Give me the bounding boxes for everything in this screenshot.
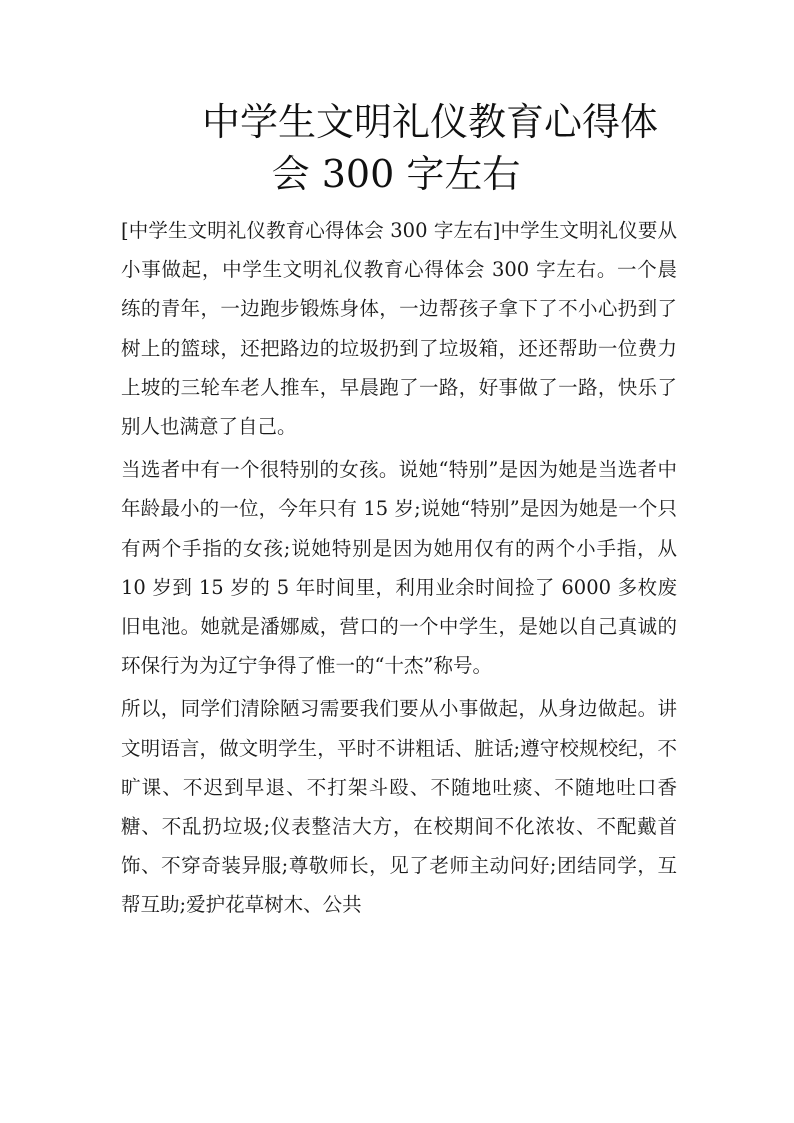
document-body xyxy=(121,211,677,929)
paragraph-3: 所以，同学们清除陋习需要我们要从小事做起，从身边做起。讲文明语言，做文明学生，平时不讲粗话、脏话;遵守校规校纪，不旷课、不迟到早退、不打架斗殴、不随地吐痰、不随地吐口香糖、不乱扔垃圾;仪表整洁大方，在校期间不化浓妆、不配戴首饰、不穿奇装异服;尊敬师长，见了老师主动问好;团结同学，互帮互助;爱护花草树木、公共 xyxy=(121,697,677,917)
title-line-1: 中学生文明礼仪教育心得体 xyxy=(201,100,658,144)
title-line-2: 会 300 字左右 xyxy=(271,152,521,196)
paragraph-1: [中学生文明礼仪教育心得体会 300 字左右]中学生文明礼仪要从小事做起，中学生文明礼仪教育心得体会 300 字左右。一个晨练的青年，一边跑步锻炼身体，一边帮孩子拿下了不小心扔到了树上的篮球，还把路边的垃圾扔到了垃圾箱，还还帮助一位费力上坡的三轮车老人推车，早晨跑了一路，好事做了一路，快乐了别人也满意了自己。 xyxy=(121,219,677,439)
document-title xyxy=(140,96,720,200)
paragraph-2: 当选者中有一个很特别的女孩。说她“特别”是因为她是当选者中年龄最小的一位，今年只有 15 岁;说她“特别”是因为她是一个只有两个手指的女孩;说她特别是因为她用仅有的两个小手指，从 10 岁到 15 岁的 5 年时间里，利用业余时间捡了 6000 多枚废旧电池。她就是潘娜威，营口的一个中学生，是她以自己真诚的环保行为为辽宁争得了惟一的“十杰”称号。 xyxy=(121,458,677,678)
